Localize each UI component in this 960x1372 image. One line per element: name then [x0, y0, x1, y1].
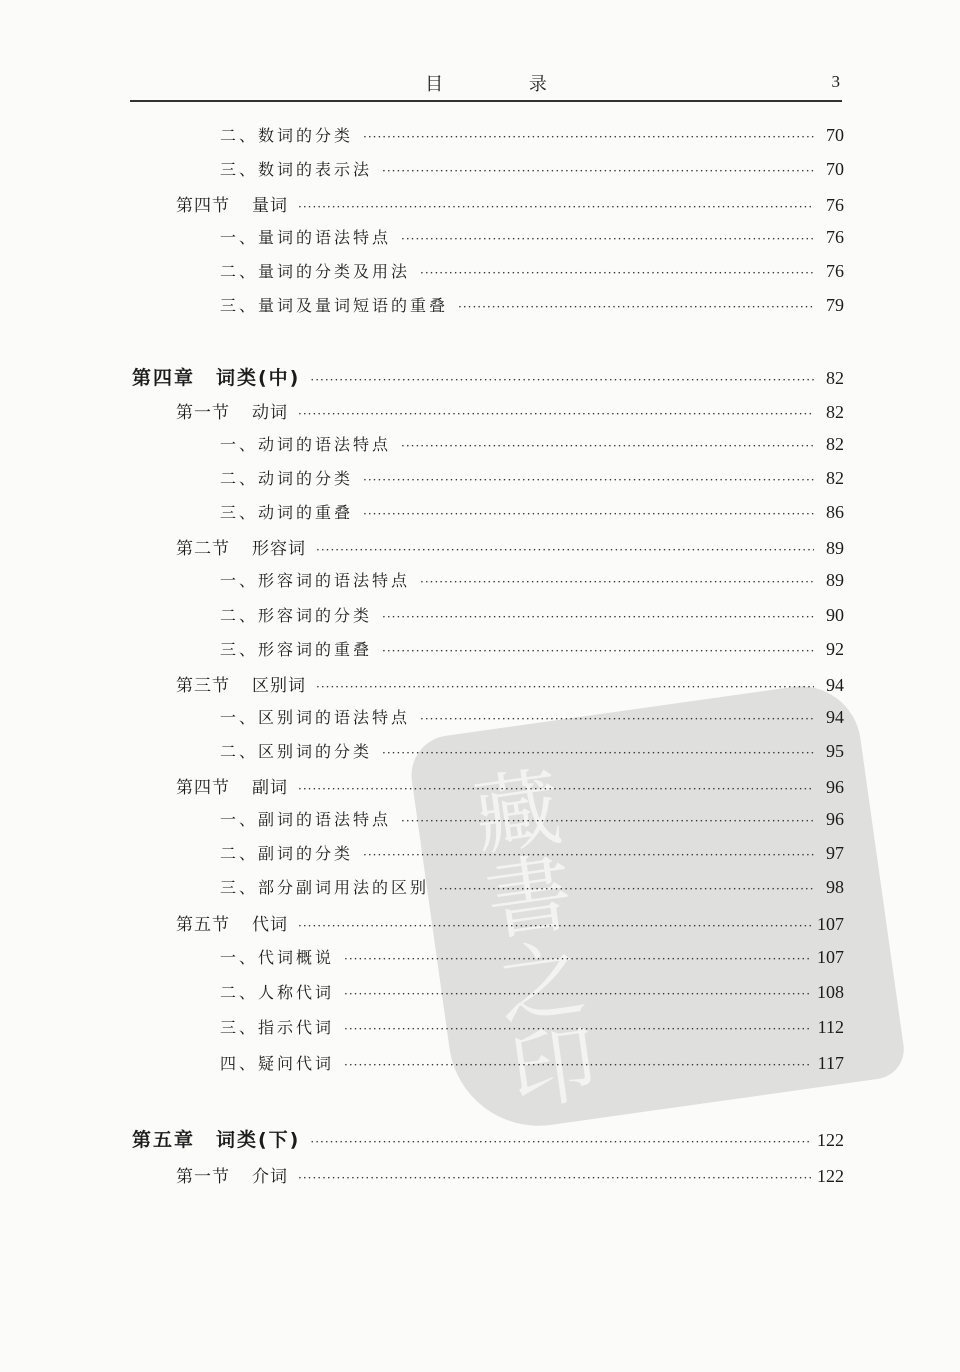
- toc-entry-sec: [176, 398, 844, 423]
- toc-page-number: 107: [817, 914, 844, 934]
- section-number: 第四节: [176, 196, 230, 216]
- toc-entry-title: [176, 773, 288, 798]
- section-number: 第一节: [176, 1167, 230, 1187]
- toc-page-number: 90: [826, 605, 844, 625]
- toc-entry-title: 一、动词的语法特点: [220, 435, 392, 454]
- toc-entry-sub: [220, 841, 844, 864]
- dot-leader: [298, 782, 814, 796]
- toc-entry-sub: [220, 225, 844, 248]
- toc-page-number: 108: [817, 982, 844, 1002]
- toc-page-number: 122: [817, 1166, 844, 1186]
- dot-leader: [420, 266, 814, 280]
- toc-entry-sub: [220, 807, 844, 830]
- toc-page-number: 76: [826, 261, 844, 281]
- toc-page-number: 96: [826, 809, 844, 829]
- dot-leader: [401, 232, 814, 246]
- toc-entry-chap: [132, 1125, 844, 1152]
- dot-leader: [439, 882, 814, 896]
- dot-leader: [316, 680, 814, 694]
- toc-entry-title: 三、动词的重叠: [220, 503, 354, 522]
- dot-leader: [344, 952, 811, 966]
- toc-entry-title: 三、部分副词用法的区别: [220, 878, 430, 897]
- dot-leader: [310, 373, 814, 387]
- toc-page-number: 76: [826, 227, 844, 247]
- toc-page-number: 95: [826, 741, 844, 761]
- toc-entry-sub: [220, 1015, 844, 1038]
- dot-leader: [344, 1058, 812, 1072]
- dot-leader: [316, 543, 814, 557]
- toc-page-number: 70: [826, 125, 844, 145]
- section-number: 第四节: [176, 778, 230, 798]
- section-title: 副词: [252, 778, 288, 798]
- toc-entry-title: 一、形容词的语法特点: [220, 571, 411, 590]
- toc-entry-sub: [220, 875, 844, 898]
- toc-entry-sub: [220, 500, 844, 523]
- toc-entry-sub: [220, 739, 844, 762]
- dot-leader: [363, 848, 814, 862]
- page-header: [130, 60, 842, 102]
- toc-page-number: 89: [826, 570, 844, 590]
- toc-page-number: 82: [826, 402, 844, 422]
- dot-leader: [298, 1171, 811, 1185]
- section-title: 形容词: [252, 539, 306, 559]
- dot-leader: [420, 575, 814, 589]
- toc-entry-sub: [220, 945, 844, 968]
- dot-leader: [344, 987, 811, 1001]
- toc-entry-sub: [220, 637, 844, 660]
- toc-entry-title: [176, 398, 288, 423]
- toc-entry-title: 二、区别词的分类: [220, 742, 373, 761]
- toc-entry-sec: [176, 1162, 844, 1187]
- toc-entry-sec: [176, 191, 844, 216]
- toc-entry-title: [176, 1162, 288, 1187]
- toc-entry-title: 一、区别词的语法特点: [220, 708, 411, 727]
- section-title: 介词: [252, 1167, 288, 1187]
- toc-entry-sec: [176, 671, 844, 696]
- toc-entry-chap: [132, 363, 844, 390]
- dot-leader: [401, 439, 814, 453]
- toc-entry-title: 三、指示代词: [220, 1018, 335, 1037]
- toc-entry-sub: [220, 603, 844, 626]
- toc-page-number: 117: [817, 1053, 844, 1073]
- toc-entry-title: 二、副词的分类: [220, 844, 354, 863]
- toc-entry-sec: [176, 910, 844, 935]
- toc-entry-sub: [220, 568, 844, 591]
- toc-entry-title: 二、动词的分类: [220, 469, 354, 488]
- toc-entry-title: [176, 910, 288, 935]
- toc-entry-sub: [220, 157, 844, 180]
- toc-entry-title: 二、形容词的分类: [220, 606, 373, 625]
- toc-page-number: 82: [826, 434, 844, 454]
- dot-leader: [363, 473, 814, 487]
- dot-leader: [344, 1022, 812, 1036]
- toc-entry-sec: [176, 534, 844, 559]
- toc-entry-sub: [220, 705, 844, 728]
- dot-leader: [382, 644, 814, 658]
- toc-page-number: 98: [826, 877, 844, 897]
- section-title: 量词: [252, 196, 288, 216]
- toc-entry-title: 二、人称代词: [220, 983, 335, 1002]
- dot-leader: [401, 814, 814, 828]
- dot-leader: [458, 300, 814, 314]
- toc-page-number: 82: [826, 368, 844, 388]
- section-number: 第三节: [176, 676, 230, 696]
- page-title: 目 录: [425, 74, 587, 95]
- toc-page-number: 70: [826, 159, 844, 179]
- toc-page-number: 86: [826, 502, 844, 522]
- dot-leader: [420, 712, 814, 726]
- section-number: 第二节: [176, 539, 230, 559]
- toc-entry-title: [176, 191, 288, 216]
- toc-entry-title: 三、形容词的重叠: [220, 640, 373, 659]
- toc-entry-sub: [220, 259, 844, 282]
- toc-page-number: 122: [817, 1130, 844, 1150]
- toc-entry-title: 一、副词的语法特点: [220, 810, 392, 829]
- toc-entry-title: 一、代词概说: [220, 948, 335, 967]
- toc-entry-title: 四、疑问代词: [220, 1054, 335, 1073]
- dot-leader: [382, 164, 814, 178]
- seal-text: 藏書之印: [453, 761, 601, 1116]
- dot-leader: [310, 1135, 811, 1149]
- toc-entry-sub: [220, 980, 844, 1003]
- toc-page-number: 89: [826, 538, 844, 558]
- toc-page-number: 94: [826, 675, 844, 695]
- section-number: 第五节: [176, 915, 230, 935]
- toc-entry-sub: [220, 123, 844, 146]
- toc-page-number: 94: [826, 707, 844, 727]
- toc-entry-sub: [220, 432, 844, 455]
- page-number: 3: [831, 72, 840, 91]
- toc-entry-title: 第四章 词类(中): [132, 367, 301, 389]
- section-title: 代词: [252, 915, 288, 935]
- toc-page-number: 79: [826, 295, 844, 315]
- section-number: 第一节: [176, 403, 230, 423]
- dot-leader: [363, 130, 814, 144]
- toc-entry-title: 三、量词及量词短语的重叠: [220, 296, 449, 315]
- toc-page-number: 92: [826, 639, 844, 659]
- dot-leader: [382, 746, 814, 760]
- toc-entry-title: 一、量词的语法特点: [220, 228, 392, 247]
- toc-entry-title: 二、量词的分类及用法: [220, 262, 411, 281]
- toc-entry-title: [176, 534, 306, 559]
- toc-entry-sub: [220, 293, 844, 316]
- toc-page-number: 112: [817, 1017, 844, 1037]
- toc-page-number: 96: [826, 777, 844, 797]
- section-title: 区别词: [252, 676, 306, 696]
- dot-leader: [363, 507, 814, 521]
- dot-leader: [298, 200, 814, 214]
- toc-entry-sub: [220, 1051, 844, 1074]
- section-title: 动词: [252, 403, 288, 423]
- toc-page-number: 82: [826, 468, 844, 488]
- dot-leader: [382, 610, 814, 624]
- toc-entry-sub: [220, 466, 844, 489]
- toc-entry-sec: [176, 773, 844, 798]
- toc-page-number: 97: [826, 843, 844, 863]
- toc-entry-title: 第五章 词类(下): [132, 1129, 301, 1151]
- toc-entry-title: 三、数词的表示法: [220, 160, 373, 179]
- toc-entry-title: [176, 671, 306, 696]
- dot-leader: [298, 919, 811, 933]
- toc-page-number: 76: [826, 195, 844, 215]
- dot-leader: [298, 407, 814, 421]
- toc-entry-title: 二、数词的分类: [220, 126, 354, 145]
- toc-page-number: 107: [817, 947, 844, 967]
